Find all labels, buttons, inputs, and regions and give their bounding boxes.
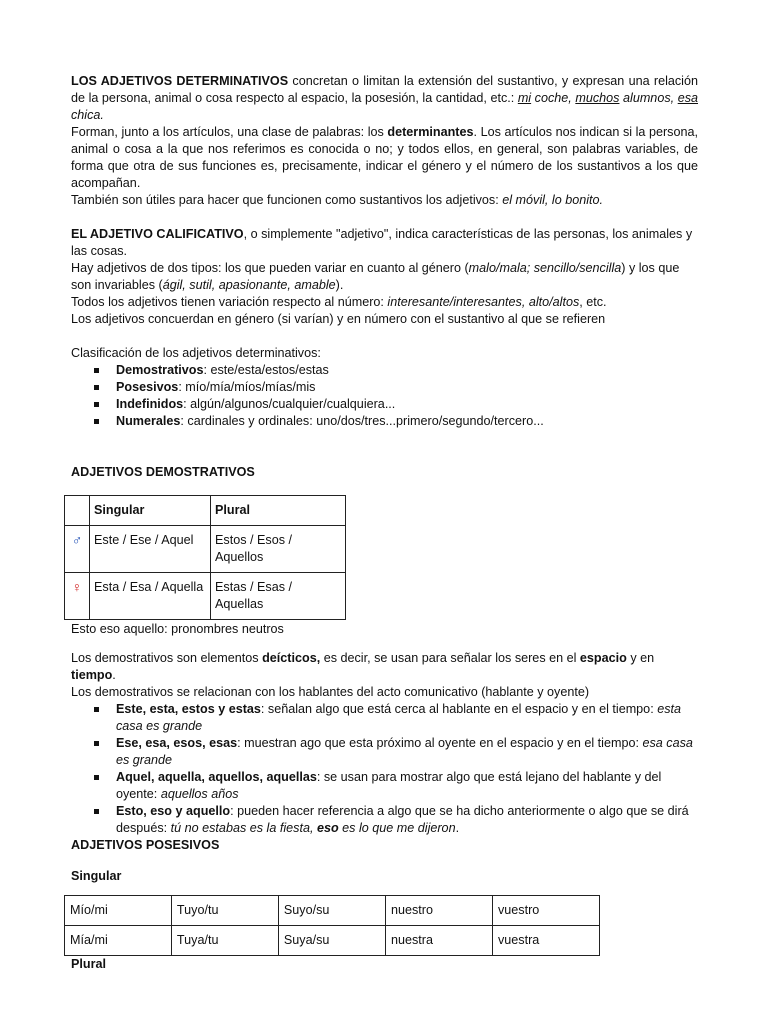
table-cell: [65, 496, 90, 526]
list-item: [116, 769, 698, 803]
text: concretan o limitan la extensión del sustantivo, y expresan una relación de la persona, animal o cosa respecto al espacio, la posesión, la cantidad, etc.:: [71, 74, 698, 105]
example-word: muchos: [575, 91, 620, 105]
table-cell: Estas / Esas / Aquellas: [211, 573, 346, 620]
table-row: [65, 896, 600, 926]
table-cell: Mío/mi: [65, 896, 172, 926]
text: También son útiles para hacer que funcionen como sustantivos los adjetivos:: [71, 193, 503, 207]
table-cell: nuestra: [385, 926, 492, 956]
demostrativos-table: [64, 495, 346, 620]
paragraph-determinantes: [71, 124, 698, 192]
female-symbol-icon: ♀: [71, 579, 83, 595]
text: Forman, junto a los artículos, una clase de palabras: los: [71, 125, 388, 139]
list-term: Ese, esa, esos, esas: [116, 736, 238, 750]
table-cell: Tuya/tu: [171, 926, 278, 956]
term: espacio: [579, 651, 627, 665]
label-singular: Singular: [71, 869, 122, 883]
list-text: : cardinales y ordinales: uno/dos/tres...primero/segundo/tercero...: [180, 414, 544, 428]
posesivos-table: [64, 895, 600, 956]
list-item: [116, 701, 698, 735]
list-item: [116, 735, 698, 769]
term-calificativo: EL ADJETIVO CALIFICATIVO: [71, 227, 244, 241]
text: . Los artículos nos indican si la persona, animal o cosa a la que nos referimos es conocida o no; y todos ellos, en general, son palabras variables, de forma que otra de sus funciones es, precisamente, indicar el género y el número de los sustantivos a los que acompañan.: [71, 125, 698, 190]
table-cell: Este / Ese / Aquel: [90, 526, 211, 573]
paragraph-determinativos: [71, 73, 698, 124]
heading-posesivos: ADJETIVOS POSESIVOS: [71, 838, 220, 852]
example-text: coche,: [531, 91, 576, 105]
header-singular: Singular: [94, 503, 145, 517]
example-text: es lo que me dijeron: [338, 821, 456, 835]
text: Hay adjetivos de dos tipos: los que pueden variar en cuanto al género (: [71, 261, 469, 275]
list-text: : pueden hacer referencia a algo que se ha dicho anteriormente o algo que se dirá después:: [116, 804, 689, 835]
example-emphasis: eso: [316, 821, 339, 835]
classification-list: [71, 362, 698, 430]
example-word: esa: [677, 91, 698, 105]
list-text: : algún/algunos/cualquier/cualquiera...: [183, 397, 396, 411]
list-item: [116, 362, 698, 379]
table-cell: nuestro: [385, 896, 492, 926]
table-cell: vuestra: [492, 926, 599, 956]
text: es decir, se usan para señalar los seres en el: [320, 651, 580, 665]
text: ) y los que son invariables (: [71, 261, 680, 292]
example-text: malo/mala; sencillo/sencilla: [468, 261, 622, 275]
text: , etc.: [579, 295, 607, 309]
example-text: alumnos,: [619, 91, 678, 105]
list-item: [116, 396, 698, 413]
term-determinantes: determinantes: [387, 125, 474, 139]
example-text: esa casa es grande: [116, 736, 693, 767]
list-text: : mío/mía/míos/mías/mis: [178, 380, 316, 394]
term: deícticos,: [262, 651, 321, 665]
table-row: [65, 573, 346, 620]
example-text: chica.: [71, 108, 104, 122]
list-term: Este, esta, estos y estas: [116, 702, 261, 716]
table-row: [65, 526, 346, 573]
list-item: [116, 379, 698, 396]
example-text: tú no estabas es la fiesta,: [170, 821, 317, 835]
table-cell: Esta / Esa / Aquella: [90, 573, 211, 620]
list-term: Demostrativos: [116, 363, 204, 377]
example-text: esta casa es grande: [116, 702, 682, 733]
paragraph-sustantivos: [71, 192, 698, 209]
text: .: [112, 668, 116, 682]
classification-title: Clasificación de los adjetivos determinativos:: [71, 346, 321, 360]
term-determinativos: LOS ADJETIVOS DETERMINATIVOS: [71, 74, 289, 88]
label-plural: Plural: [71, 957, 106, 971]
example-text: el móvil, lo bonito.: [502, 193, 604, 207]
text: y en: [626, 651, 655, 665]
male-symbol-icon: ♂: [71, 532, 83, 548]
text: Los demostrativos son elementos: [71, 651, 263, 665]
list-term: Indefinidos: [116, 397, 184, 411]
text: Todos los adjetivos tienen variación respecto al número:: [71, 295, 388, 309]
list-text: : muestran ago que esta próximo al oyente en el espacio y en el tiempo:: [237, 736, 643, 750]
paragraph-numero: [71, 294, 698, 311]
table-cell: Estos / Esos / Aquellos: [211, 526, 346, 573]
neutral-pronouns-note: Esto eso aquello: pronombres neutros: [71, 622, 284, 636]
table-cell: Suyo/su: [278, 896, 385, 926]
list-text: : se usan para mostrar algo que está lejano del hablante y del oyente:: [116, 770, 662, 801]
example-text: interesante/interesantes, alto/altos: [387, 295, 580, 309]
table-cell: vuestro: [492, 896, 599, 926]
table-cell: Suya/su: [278, 926, 385, 956]
list-term: Aquel, aquella, aquellos, aquellas: [116, 770, 317, 784]
list-item: [116, 803, 698, 837]
table-header-cell: [211, 496, 346, 526]
paragraph-tipos: [71, 260, 698, 294]
term: tiempo: [71, 668, 113, 682]
list-item: [116, 413, 698, 430]
list-text: : este/esta/estos/estas: [203, 363, 329, 377]
table-row: [65, 496, 346, 526]
table-row: [65, 926, 600, 956]
table-header-cell: [90, 496, 211, 526]
paragraph-concordancia: Los adjetivos concuerdan en género (si varían) y en número con el sustantivo al que se refieren: [71, 312, 606, 326]
list-term: Numerales: [116, 414, 181, 428]
list-term: Esto, eso y aquello: [116, 804, 231, 818]
paragraph-deicticos: [71, 650, 698, 684]
example-text: ágil, sutil, apasionante, amable: [162, 278, 336, 292]
female-symbol-cell: [65, 573, 90, 620]
paragraph-calificativo: [71, 226, 698, 260]
demostrativos-list: [71, 701, 698, 837]
text: ).: [335, 278, 344, 292]
list-text: : señalan algo que está cerca al hablante en el espacio y en el tiempo:: [260, 702, 658, 716]
document-page: [71, 73, 698, 973]
list-text: .: [455, 821, 460, 835]
heading-demostrativos: ADJETIVOS DEMOSTRATIVOS: [71, 465, 255, 479]
list-term: Posesivos: [116, 380, 179, 394]
example-word: mi: [517, 91, 532, 105]
table-cell: Mía/mi: [65, 926, 172, 956]
male-symbol-cell: [65, 526, 90, 573]
text: , o simplemente "adjetivo", indica características de las personas, los animales y las cosas.: [71, 227, 693, 258]
table-cell: Tuyo/tu: [171, 896, 278, 926]
example-text: aquellos años: [160, 787, 239, 801]
paragraph-hablantes: Los demostrativos se relacionan con los hablantes del acto comunicativo (hablante y oyente): [71, 685, 590, 699]
header-plural: Plural: [215, 503, 250, 517]
